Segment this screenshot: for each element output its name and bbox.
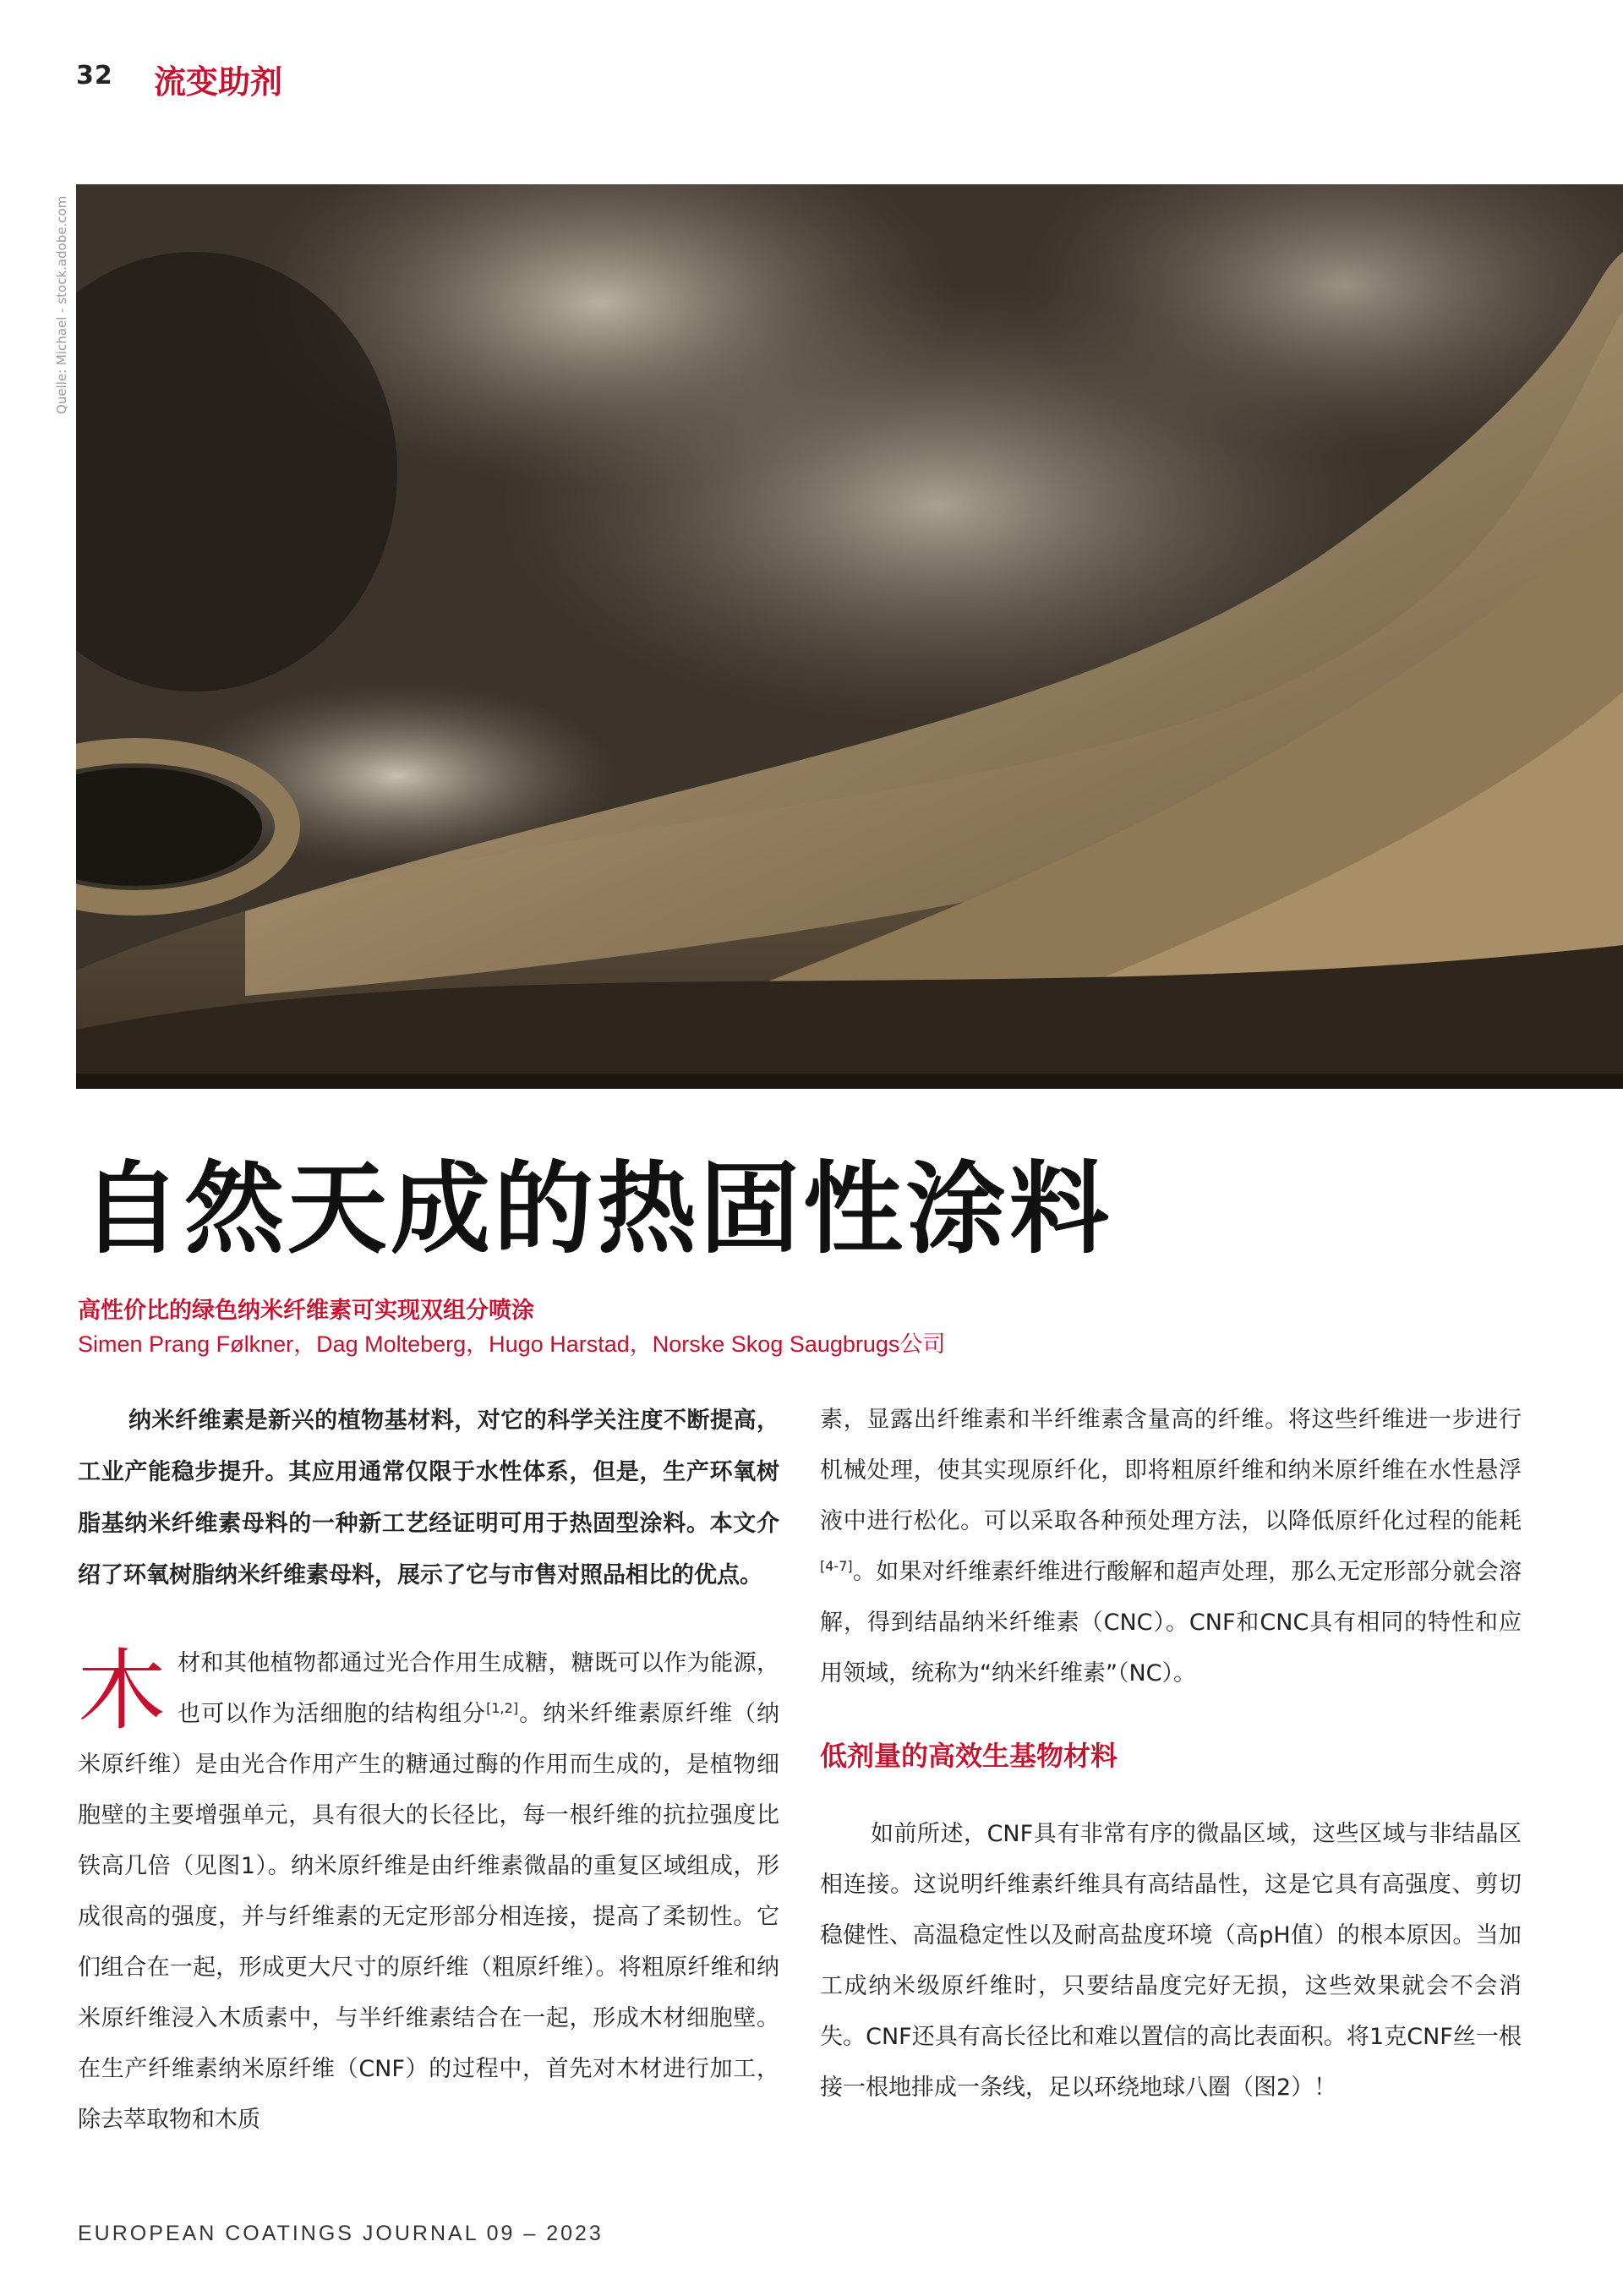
intro-text-a: 材和其他植物都通过光合作用生成糖，糖既可以作为能源，也可以作为活细胞的结构组分 <box>178 1650 779 1727</box>
reference-superscript: [4-7] <box>820 1558 853 1574</box>
photo-credit: Quelle: Michael - stock.adobe.com <box>54 195 69 414</box>
intro-text-b: 。纳米纤维素原纤维（纳米原纤维）是由光合作用产生的糖通过酶的作用而生成的，是植物细胞壁的主要增强单元，具有很大的长径比，每一根纤维的抗拉强度比铁高几倍（见图1）。纳米原纤维是由纤维素微晶的重复区域组成，形成很高的强度，并与纤维素的无定形部分相连接，提高了柔韧性。它们组合在一起，形成更大尺寸的原纤维（粗原纤维）。将粗原纤维和纳米原纤维浸入木质素中，与半纤维素结合在一起，形成木材细胞壁。在生产纤维素纳米原纤维（CNF）的过程中，首先对木材进行加工，除去萃取物和木质 <box>78 1701 780 2133</box>
hero-photo-icon <box>76 184 1623 1089</box>
lead-paragraph: 纳米纤维素是新兴的植物基材料，对它的科学关注度不断提高，工业产能稳步提升。其应用通常仅限于水性体系，但是，生产环氧树脂基纳米纤维素母料的一种新工艺经证明可用于热固型涂料。本文介绍了环氧树脂纳米纤维素母料，展示了它与市售对照品相比的优点。 <box>78 1408 779 1588</box>
right-column <box>820 1395 1522 2113</box>
right-text-a: 素，显露出纤维素和半纤维素含量高的纤维。将这些纤维进一步进行机械处理，使其实现原纤化，即将粗原纤维和纳米原纤维在水性悬浮液中进行松化。可以采取各种预处理方法，以降低原纤化过程的能耗 <box>820 1407 1522 1534</box>
article-authors: Simen Prang Følkner，Dag Molteberg，Hugo Harstad，Norske Skog Saugbrugs公司 <box>78 1331 946 1357</box>
hero-illustration <box>76 184 1623 1089</box>
journal-footer: EUROPEAN COATINGS JOURNAL 09 – 2023 <box>78 2222 604 2245</box>
reference-superscript: [1,2] <box>486 1700 519 1716</box>
article-title: 自然天成的热固性涂料 <box>81 1151 1113 1267</box>
page-number: 32 <box>76 61 113 90</box>
left-column <box>78 1395 779 2146</box>
section-title: 流变助剂 <box>154 63 283 101</box>
article-subtitle: 高性价比的绿色纳米纤维素可实现双组分喷涂 <box>78 1298 534 1324</box>
drop-cap: 木 <box>78 1639 167 1742</box>
intro-paragraph <box>78 1638 779 2146</box>
right-text-b: 。如果对纤维素纤维进行酸解和超声处理，那么无定形部分就会溶解，得到结晶纳米纤维素（CNC）。CNF和CNC具有相同的特性和应用领域，统称为“纳米纤维素”（NC）。 <box>820 1559 1522 1686</box>
section-heading: 低剂量的高效生基物材料 <box>820 1740 1118 1772</box>
right-paragraph <box>820 1395 1522 1699</box>
section-body-paragraph: 如前所述，CNF具有非常有序的微晶区域，这些区域与非结晶区相连接。这说明纤维素纤维具有高结晶性，这是它具有高强度、剪切稳健性、高温稳定性以及耐高盐度环境（高pH值）的根本原因。当加工成纳米级原纤维时，只要结晶度完好无损，这些效果就会不会消失。CNF还具有高长径比和难以置信的高比表面积。将1克CNF丝一根接一根地排成一条线，足以环绕地球八圈（图2）！ <box>820 1821 1522 2101</box>
